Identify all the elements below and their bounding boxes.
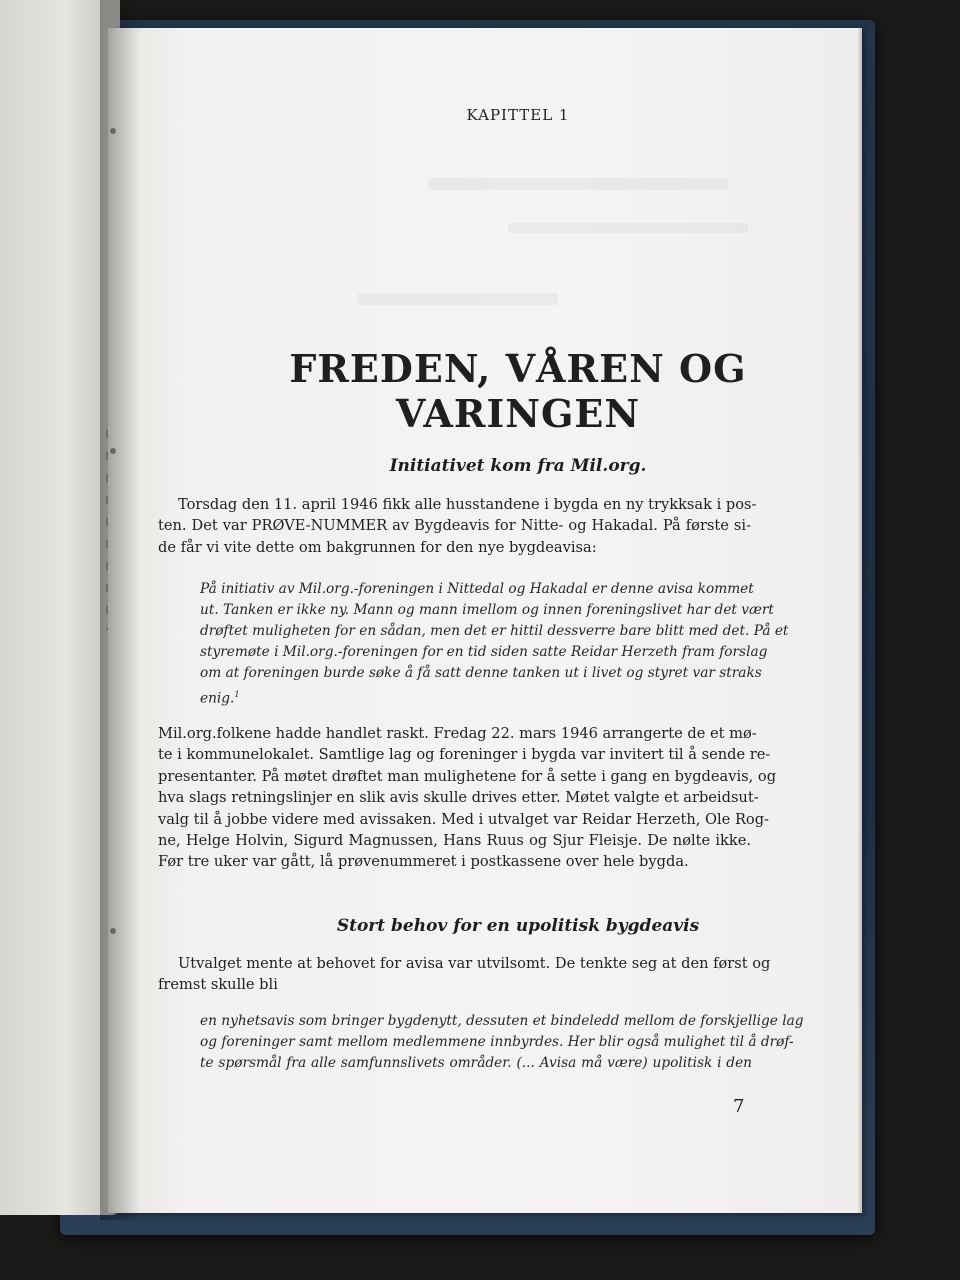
quote-line: og foreninger samt mellom medlemmene innbyrdes. Her blir også mulighet til å drøf- — [200, 1034, 794, 1050]
section-title-1: Initiativet kom fra Mil.org. — [389, 456, 647, 476]
quote-line-text: enig. — [200, 690, 235, 707]
text-line: valg til å jobbe videre med avissaken. Med i utvalget var Reidar Herzeth, Ole Rog- — [158, 810, 769, 828]
quote-line: ut. Tanken er ikke ny. Mann og mann imellom og innen foreningslivet har det vært — [200, 602, 774, 618]
book-gutter-shadow — [100, 0, 140, 1220]
quote-line: På initiativ av Mil.org.-foreningen i Nittedal og Hakadal er denne avisa kommet — [200, 581, 754, 597]
text-line: ten. Det var PRØVE-NUMMER av Bygdeavis for Nitte- og Hakadal. På første si- — [158, 517, 751, 535]
section-title-2: Stort behov for en upolitisk bygdeavis — [336, 916, 700, 936]
block-quote-1 — [200, 579, 789, 710]
quote-line — [200, 684, 752, 710]
text-line: presentanter. På møtet drøftet man mulighetene for å sette i gang en bygdeavis, og — [158, 767, 777, 785]
paragraph-3 — [158, 953, 771, 996]
block-quote-2 — [200, 1011, 804, 1074]
text-line: hva slags retningslinjer en slik avis skulle drives etter. Møtet valgte et arbeidsut- — [158, 789, 759, 807]
quote-line: te spørsmål fra alle samfunnslivets områder. (... Avisa må være) upolitisk i den — [200, 1055, 752, 1071]
chapter-title: FREDEN, VÅREN OG VARINGEN — [289, 346, 747, 436]
text-line: fremst skulle bli — [158, 976, 278, 994]
text-line: ne, Helge Holvin, Sigurd Magnussen, Hans Ruus og Sjur Fleisje. De nølte ikke. — [158, 832, 751, 850]
footnote-marker: 1 — [234, 690, 240, 699]
text-line: Torsdag den 11. april 1946 fikk alle husstandene i bygda en ny trykksak i pos- — [178, 496, 757, 513]
quote-line: drøftet muligheten for en sådan, men det er hittil dessverre bare blitt med det. På et — [200, 623, 789, 639]
text-line: te i kommunelokalet. Samtlige lag og foreninger i bygda var invitert til å sende re- — [158, 746, 771, 764]
book-page — [108, 28, 858, 1213]
text-line: Før tre uker var gått, lå prøvenummeret i postkassene over hele bygda. — [158, 853, 689, 871]
text-line: Utvalget mente at behovet for avisa var utvilsomt. De tenkte seg at den først og — [178, 955, 771, 972]
page-number: 7 — [733, 1096, 745, 1117]
quote-line: styremøte i Mil.org.-foreningen for en tid siden satte Reidar Herzeth fram forslag — [200, 644, 768, 660]
quote-line: en nyhetsavis som bringer bygdenytt, dessuten et bindeledd mellom de forskjellige lag — [200, 1013, 804, 1029]
paragraph-2 — [158, 723, 777, 873]
running-head: KAPITTEL 1 — [466, 106, 570, 124]
text-line: de får vi vite dette om bakgrunnen for den nye bygdeavisa: — [158, 538, 597, 556]
quote-line: om at foreningen burde søke å få satt denne tanken ut i livet og styret var straks — [200, 665, 762, 681]
text-line: Mil.org.folkene hadde handlet raskt. Fredag 22. mars 1946 arrangerte de et mø- — [158, 725, 757, 742]
show-through — [358, 293, 558, 305]
paragraph-1 — [158, 494, 757, 558]
show-through — [508, 223, 748, 233]
show-through — [428, 178, 728, 190]
